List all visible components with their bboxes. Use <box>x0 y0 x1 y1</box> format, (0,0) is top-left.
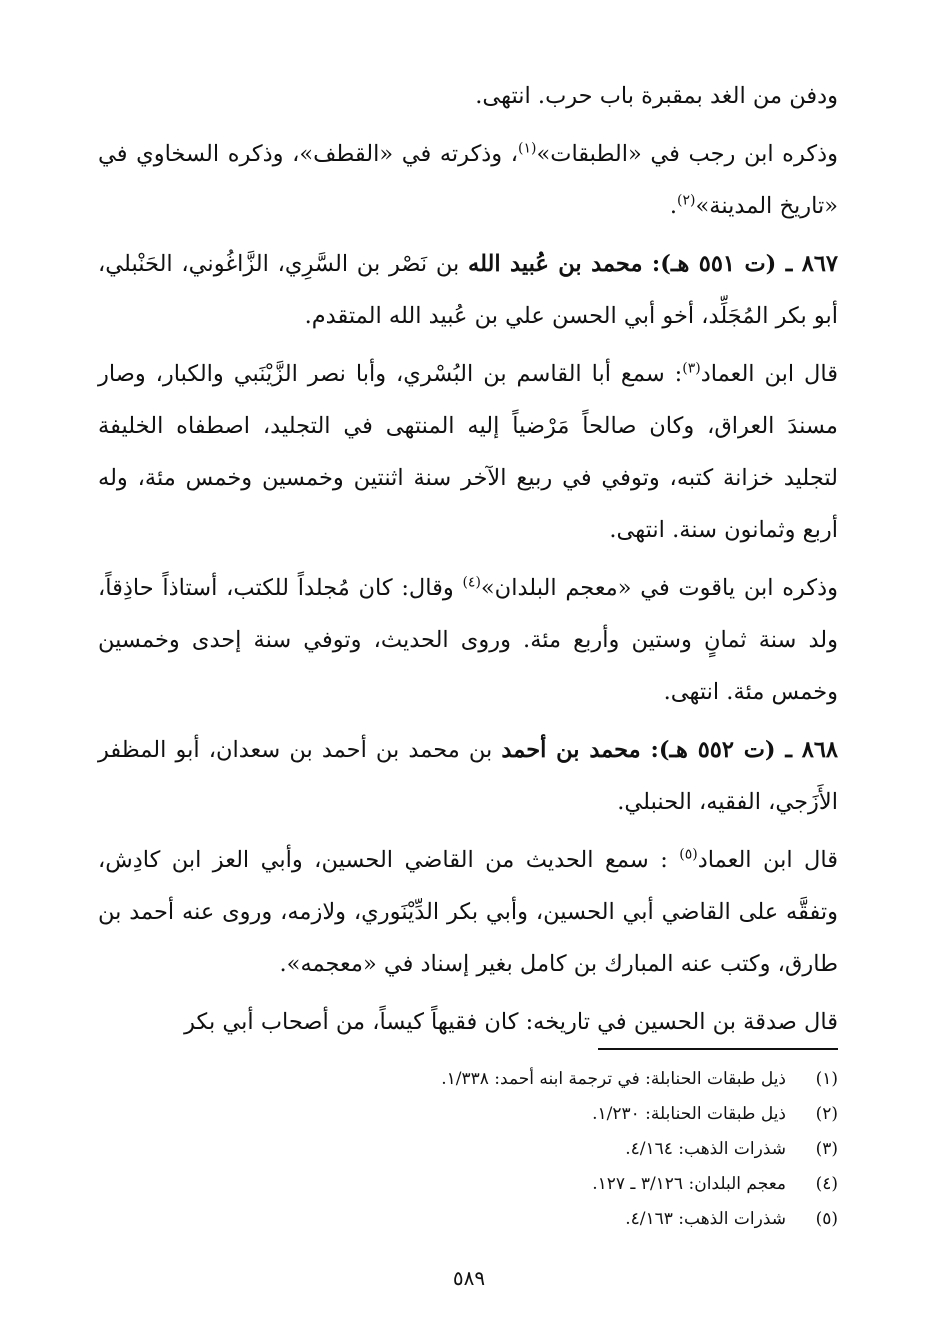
paragraph-text: : سمع الحديث من القاضي الحسين، وأبي العز ابن كادِش، وتفقَّه على القاضي أبي الحسين، وأبي بكر الدِّيْنَوري، ولازمه، وروى عنه أحمد بن طارق، وكتب عنه المبارك بن كامل بغير إسناد في «معجمه». <box>98 847 838 977</box>
paragraph-5 <box>98 562 838 718</box>
paragraph-text: وقال: كان مُجلداً للكتب، أستاذاً حاذِقاً، ولد سنة ثمانٍ وستين وأربع مئة. وروى الحديث، وتوفي سنة إحدى وخمسين وخمس مئة. انتهى. <box>98 575 838 705</box>
footnote-ref-1: (١) <box>518 140 537 157</box>
footnote-number: (٢) <box>815 1104 838 1124</box>
footnote-ref-3: (٣) <box>682 360 701 377</box>
paragraph-text: قال ابن العماد <box>697 847 839 873</box>
paragraph-text: قال ابن العماد <box>700 361 838 387</box>
entry-868 <box>98 724 838 828</box>
entry-heading: ٨٦٧ ـ (ت ٥٥١ هـ): محمد بن عُبيد الله <box>468 251 838 277</box>
paragraph-text: وذكره ابن ياقوت في «معجم البلدان» <box>480 575 838 601</box>
paragraph-4 <box>98 348 838 556</box>
paragraph-1 <box>98 70 838 122</box>
footnote-ref-5: (٥) <box>679 846 698 863</box>
footnote-4 <box>98 1167 838 1202</box>
footnote-text: ذيل طبقات الحنابلة: ١/٢٣٠. <box>592 1104 786 1124</box>
main-text <box>98 70 838 1054</box>
footnote-number: (٣) <box>815 1139 838 1159</box>
paragraph-text: قال صدقة بن الحسين في تاريخه: كان فقيهاً كيساً، من أصحاب أبي بكر <box>184 1009 838 1035</box>
footnote-ref-4: (٤) <box>462 574 481 591</box>
footnote-text: ذيل طبقات الحنابلة: في ترجمة ابنه أحمد: ١/٣٣٨. <box>441 1069 786 1089</box>
paragraph-text: بن محمد بن أحمد بن سعدان، أبو المظفر الأَزَجي، الفقيه، الحنبلي. <box>98 737 838 815</box>
footnote-number: (١) <box>815 1069 838 1089</box>
footnote-text: شذرات الذهب: ٤/١٦٣. <box>625 1209 786 1229</box>
footnote-number: (٤) <box>815 1174 838 1194</box>
paragraph-text: ، وذكرته في «القطف»، وذكره السخاوي في «تاريخ المدينة» <box>98 141 838 219</box>
footnote-number: (٥) <box>815 1209 838 1229</box>
footnotes <box>98 1062 838 1237</box>
footnote-3 <box>98 1132 838 1167</box>
footnote-2 <box>98 1097 838 1132</box>
paragraph-text: بن نَصْر بن السَّرِي، الزَّاغُوني، الحَنْبلي، أبو بكر المُجَلِّد، أخو أبي الحسن علي بن عُبيد الله المتقدم. <box>98 251 838 329</box>
footnote-text: معجم البلدان: ٣/١٢٦ ـ ١٢٧. <box>592 1174 786 1194</box>
paragraph-text: : سمع أبا القاسم بن البُسْري، وأبا نصر الزَّيْنَبي والكبار، وصار مسندَ العراق، وكان صالحاً مَرْضياً إليه المنتهى في التجليد، اصطفاه الخليفة لتجليد خزانة كتبه، وتوفي في ربيع الآخر سنة اثنتين وخمسين وخمس مئة، وله أربع وثمانون سنة. انتهى. <box>98 361 838 543</box>
paragraph-2 <box>98 128 838 232</box>
footnote-ref-2: (٢) <box>677 192 696 209</box>
paragraph-8 <box>98 996 838 1048</box>
page-number: ٥٨٩ <box>452 1266 486 1290</box>
footnote-5 <box>98 1202 838 1237</box>
paragraph-7 <box>98 834 838 990</box>
paragraph-text: . <box>669 193 678 219</box>
paragraph-text: وذكره ابن رجب في «الطبقات» <box>536 141 838 167</box>
footnote-1 <box>98 1062 838 1097</box>
footnote-divider <box>598 1048 838 1050</box>
entry-heading: ٨٦٨ ـ (ت ٥٥٢ هـ): محمد بن أحمد <box>501 737 838 763</box>
paragraph-text: ودفن من الغد بمقبرة باب حرب. انتهى. <box>475 83 838 109</box>
footnote-text: شذرات الذهب: ٤/١٦٤. <box>625 1139 786 1159</box>
entry-867 <box>98 238 838 342</box>
